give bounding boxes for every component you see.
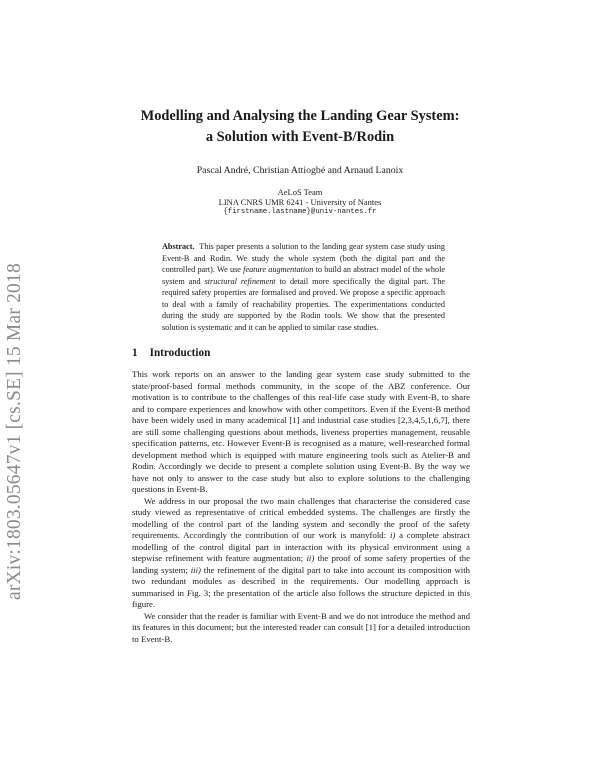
section-heading	[132, 347, 210, 359]
abstract-text-2: to build an abstract model of the whole system and	[162, 265, 446, 286]
section-number: 1	[132, 347, 138, 359]
arxiv-identifier-stamp: arXiv:1803.05647v1 [cs.SE] 15 Mar 2018	[4, 263, 25, 600]
paragraph-2-text-b: a complete abstract modelling of the control digital part in interaction with its physical environment using a stepwise refinement with feature augmentation;	[132, 530, 470, 563]
enum-marker-i: i)	[389, 530, 396, 540]
enum-marker-ii: ii)	[306, 553, 315, 563]
author-list: Pascal André, Christian Attiogbé and Arnaud Lanoix	[196, 165, 404, 176]
paragraph-2	[132, 496, 470, 611]
abstract-text-3: to detail more specifically the digital part. The required safety properties are formalised and proved. We propose a specific approach to deal with a family of reachability properties. The experimentations conducted during the study are supported by the Rodin tools. We show that the presented solution is systematic and it can be applied to similar case studies.	[162, 276, 445, 332]
abstract-emph-2: structural refinement	[204, 276, 276, 286]
paragraph-2-text-a: We address in our proposal the two main challenges that characterise the considered case study viewed as representative of critical embedded systems. The challenges are firstly the modelling of the control part of the landing system and secondly the proof of the safety requirements. Accordingly the contribution of our work is manyfold:	[132, 495, 470, 540]
title-line-1: Modelling and Analysing the Landing Gear System:	[140, 108, 460, 124]
paper-title	[100, 106, 500, 148]
paragraph-2-text-d: the refinement of the digital part to take into account its composition with two redundant modules as described in the requirements. Our modelling approach is summarised in Fig. 3; the presentation of the article also follows the structure depicted in this figure.	[132, 564, 471, 609]
paragraph-3: We consider that the reader is familiar with Event-B and we do not introduce the method and its features in this document; but the interested reader can consult [1] for a detailed introduction to Event-B.	[132, 610, 470, 644]
title-line-2: a Solution with Event-B/Rodin	[205, 129, 395, 145]
section-body	[132, 369, 470, 645]
affiliation-email: {firstname.lastname}@univ-nantes.fr	[223, 208, 377, 216]
affiliation-team: AeLoS Team	[277, 187, 323, 197]
affiliation-institution: LINA CNRS UMR 6241 - University of Nantes	[218, 197, 382, 207]
section-title: Introduction	[149, 347, 211, 359]
abstract	[162, 241, 445, 333]
abstract-label: Abstract.	[162, 242, 195, 251]
paragraph-2-text-c: the proof of some safety properties of the landing system;	[132, 553, 470, 575]
enum-marker-iii: iii)	[190, 564, 201, 575]
abstract-emph-1: feature augmentation	[243, 265, 314, 274]
abstract-text-1: This paper presents a solution to the landing gear system case study using Event-B and Rodin. We study the whole system (both the digital part and the controlled part). We use	[162, 242, 445, 274]
paragraph-1: This work reports on an answer to the landing gear system case study submitted to the state/proof-based formal methods community, in the scope of the ABZ conference. Our motivation is to contribute to the challenges of this real-life case study with Event-B, to share and to compare experiences and knowhow with other competitors. Even if the Event-B method have been widely used in many academical [1] and industrial case studies [2,3,4,5,1,6,7], there are still some challenging questions about methods, liveness properties management, reusable specification patterns, etc. However Event-B is recognised as a mature, well-researched formal development method which is equipped with mature engineering tools such as Atelier-B and Rodin. Accordingly we decide to present a complete solution using Event-B. By the way we have not only to answer to the case study but also to explore solutions to the challenging questions in Event-B.	[132, 369, 470, 494]
